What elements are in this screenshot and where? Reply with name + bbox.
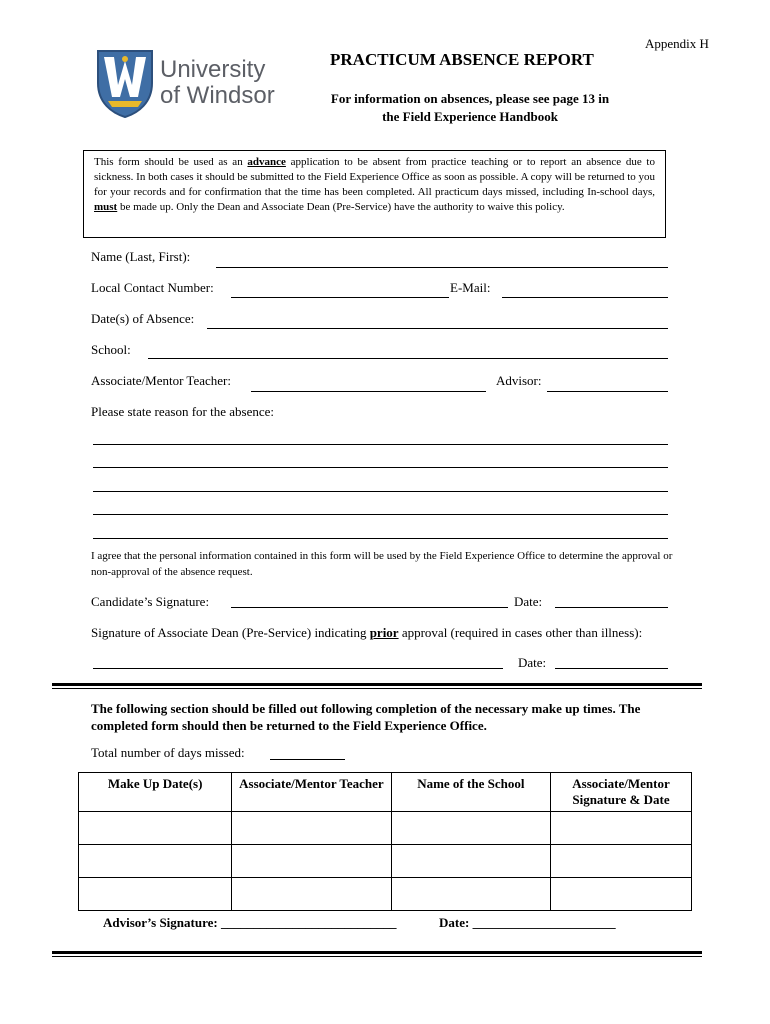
email-label: E-Mail: xyxy=(450,280,491,295)
reason-line-3[interactable] xyxy=(93,491,668,492)
table-cell[interactable] xyxy=(232,812,391,845)
table-row xyxy=(79,878,692,911)
dates-absence-field[interactable] xyxy=(207,328,668,329)
name-label: Name (Last, First): xyxy=(91,249,191,264)
table-cell[interactable] xyxy=(551,878,692,911)
table-cell[interactable] xyxy=(391,845,550,878)
table-cell[interactable] xyxy=(551,845,692,878)
header-school-name: Name of the School xyxy=(391,773,550,812)
table-cell[interactable] xyxy=(391,878,550,911)
table-cell[interactable] xyxy=(79,845,232,878)
reason-line-4[interactable] xyxy=(93,514,668,515)
table-cell[interactable] xyxy=(232,845,391,878)
header-mentor-signature: Associate/Mentor Signature & Date xyxy=(551,773,692,812)
table-row xyxy=(79,812,692,845)
reason-line-5[interactable] xyxy=(93,538,668,539)
policy-text-1: This form should be used as an xyxy=(94,156,248,168)
candidate-date-label: Date: xyxy=(514,594,543,609)
reason-label: Please state reason for the absence: xyxy=(91,404,275,419)
advisor-date-line[interactable]: Date: ______________________ xyxy=(439,915,616,930)
policy-box xyxy=(83,150,666,238)
policy-must: must xyxy=(94,201,118,213)
bottom-divider xyxy=(52,951,702,954)
reason-line-2[interactable] xyxy=(93,467,668,468)
advisor-field[interactable] xyxy=(547,391,668,392)
bottom-divider-thin xyxy=(52,956,702,957)
advisor-label: Advisor: xyxy=(496,373,542,388)
dean-text-1: Signature of Associate Dean (Pre-Service) indicating xyxy=(91,625,370,640)
table-header-row xyxy=(79,773,692,812)
dean-signature-label xyxy=(91,625,642,641)
makeup-instructions: The following section should be filled out following completion of the necessary make up times. The completed form should then be returned to the Field Experience Office. xyxy=(91,701,641,733)
policy-advance: advance xyxy=(247,156,286,168)
appendix-label: Appendix H xyxy=(645,36,709,51)
section-divider-thin xyxy=(52,688,702,689)
dean-date-field[interactable] xyxy=(555,668,668,669)
policy-text-2: application to be absent from practice teaching or to report an absence due to sickness. In both cases it should be submitted to the Field Experience Office as soon as possible. A copy will be returned to you for your records and for confirmation that the time has been completed. All practicum days missed, including In-school days, xyxy=(94,156,655,198)
school-label: School: xyxy=(91,342,131,357)
candidate-signature-label: Candidate’s Signature: xyxy=(91,594,210,609)
local-contact-field[interactable] xyxy=(231,297,449,298)
candidate-date-field[interactable] xyxy=(555,607,668,608)
dean-prior: prior xyxy=(369,625,399,640)
header-makeup-dates: Make Up Date(s) xyxy=(79,773,232,812)
section-divider xyxy=(52,683,702,686)
form-title: PRACTICUM ABSENCE REPORT xyxy=(330,50,594,69)
consent-text: I agree that the personal information contained in this form will be used by the Field Experience Office to determine the approval or non-approval of the absence request. xyxy=(91,550,673,578)
total-days-field[interactable] xyxy=(270,759,345,760)
makeup-table xyxy=(78,772,692,911)
crest-icon xyxy=(94,47,156,119)
reason-line-1[interactable] xyxy=(93,444,668,445)
form-subtitle xyxy=(300,90,640,126)
logo-text-university: University xyxy=(160,56,266,83)
logo-text-windsor: of Windsor xyxy=(160,82,275,109)
table-cell[interactable] xyxy=(551,812,692,845)
candidate-signature-field[interactable] xyxy=(231,607,508,608)
table-cell[interactable] xyxy=(79,878,232,911)
local-contact-label: Local Contact Number: xyxy=(91,280,214,295)
advisor-signature-line[interactable]: Advisor’s Signature: ___________________________ xyxy=(103,915,397,930)
dean-text-2: approval (required in cases other than illness): xyxy=(398,625,643,640)
name-field[interactable] xyxy=(216,267,668,268)
mentor-label: Associate/Mentor Teacher: xyxy=(91,373,231,388)
subtitle-line2: the Field Experience Handbook xyxy=(382,109,558,124)
mentor-field[interactable] xyxy=(251,391,486,392)
table-cell[interactable] xyxy=(232,878,391,911)
school-field[interactable] xyxy=(148,358,668,359)
dean-date-label: Date: xyxy=(518,655,547,670)
subtitle-line1: For information on absences, please see page 13 in xyxy=(330,91,610,106)
table-cell[interactable] xyxy=(79,812,232,845)
table-cell[interactable] xyxy=(391,812,550,845)
policy-text-3: be made up. Only the Dean and Associate Dean (Pre-Service) have the authority to waive this policy. xyxy=(117,201,565,213)
dean-signature-field[interactable] xyxy=(93,668,503,669)
dates-absence-label: Date(s) of Absence: xyxy=(91,311,195,326)
total-days-label: Total number of days missed: xyxy=(91,745,245,760)
email-field[interactable] xyxy=(502,297,668,298)
table-row xyxy=(79,845,692,878)
header-mentor-teacher: Associate/Mentor Teacher xyxy=(232,773,391,812)
